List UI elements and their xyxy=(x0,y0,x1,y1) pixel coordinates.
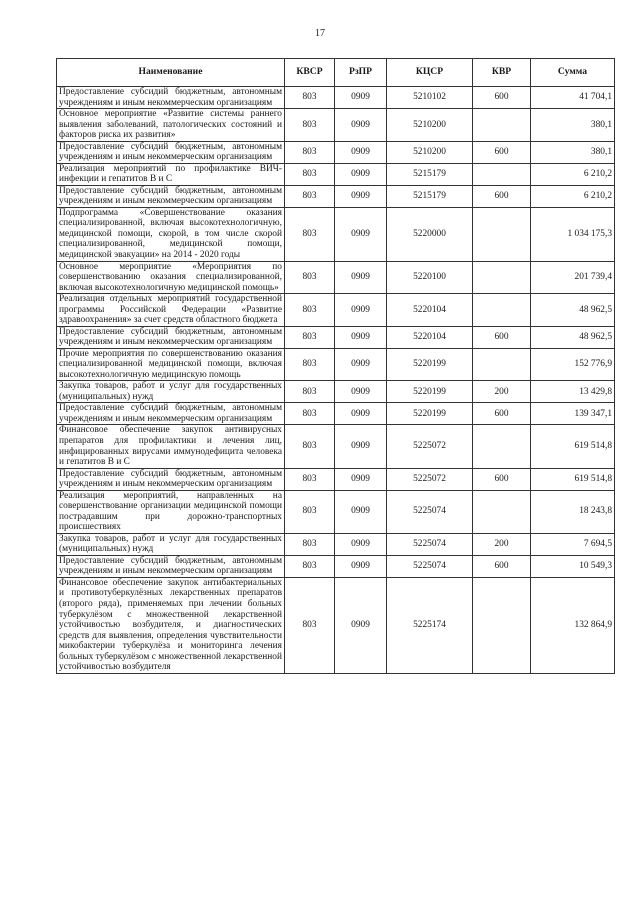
cell-kvsr: 803 xyxy=(285,468,335,490)
cell-kvr: 200 xyxy=(473,381,531,403)
cell-kcsr: 5220100 xyxy=(387,261,473,294)
cell-kcsr: 5220104 xyxy=(387,294,473,327)
cell-name: Предоставление субсидий бюджетным, автономным учреждениям и иным некоммерческим организациям xyxy=(57,87,285,109)
cell-kvr: 600 xyxy=(473,87,531,109)
cell-sum: 152 776,9 xyxy=(531,348,615,381)
cell-kvsr: 803 xyxy=(285,577,335,673)
cell-kcsr: 5210200 xyxy=(387,109,473,142)
cell-kvr xyxy=(473,490,531,533)
cell-kcsr: 5225174 xyxy=(387,577,473,673)
table-row xyxy=(57,468,615,490)
cell-kvr: 200 xyxy=(473,533,531,555)
cell-kvr xyxy=(473,425,531,468)
cell-name: Реализация мероприятий по профилактике ВИЧ-инфекции и гепатитов В и С xyxy=(57,163,285,185)
cell-rzpr: 0909 xyxy=(335,141,387,163)
cell-kvr xyxy=(473,261,531,294)
cell-sum: 619 514,8 xyxy=(531,425,615,468)
cell-kvsr: 803 xyxy=(285,490,335,533)
cell-kvsr: 803 xyxy=(285,261,335,294)
cell-sum: 6 210,2 xyxy=(531,185,615,207)
cell-name: Прочие мероприятия по совершенствованию оказания специализированной медицинской помощи, включая высокотехнологичную медицинскую помощь xyxy=(57,348,285,381)
cell-name: Предоставление субсидий бюджетным, автономным учреждениям и иным некоммерческим организациям xyxy=(57,185,285,207)
cell-kvsr: 803 xyxy=(285,403,335,425)
cell-kvr xyxy=(473,577,531,673)
cell-sum: 380,1 xyxy=(531,109,615,142)
cell-kvsr: 803 xyxy=(285,207,335,261)
cell-name: Предоставление субсидий бюджетным, автономным учреждениям и иным некоммерческим организациям xyxy=(57,141,285,163)
cell-sum: 619 514,8 xyxy=(531,468,615,490)
table-row xyxy=(57,555,615,577)
cell-kvsr: 803 xyxy=(285,348,335,381)
cell-sum: 6 210,2 xyxy=(531,163,615,185)
cell-sum: 13 429,8 xyxy=(531,381,615,403)
header-kvr: КВР xyxy=(473,59,531,87)
cell-kcsr: 5220104 xyxy=(387,326,473,348)
cell-kcsr: 5225072 xyxy=(387,425,473,468)
cell-sum: 201 739,4 xyxy=(531,261,615,294)
cell-name: Реализация отдельных мероприятий государственной программы Российской Федерации «Развитие здравоохранения» за счет средств областного бюджета xyxy=(57,294,285,327)
cell-sum: 48 962,5 xyxy=(531,294,615,327)
cell-kcsr: 5220000 xyxy=(387,207,473,261)
cell-rzpr: 0909 xyxy=(335,326,387,348)
cell-rzpr: 0909 xyxy=(335,381,387,403)
page-number: 17 xyxy=(315,28,325,39)
table-row xyxy=(57,577,615,673)
header-rzpr: РзПР xyxy=(335,59,387,87)
cell-name: Предоставление субсидий бюджетным, автономным учреждениям и иным некоммерческим организациям xyxy=(57,468,285,490)
cell-kvsr: 803 xyxy=(285,141,335,163)
cell-kvsr: 803 xyxy=(285,555,335,577)
cell-name: Предоставление субсидий бюджетным, автономным учреждениям и иным некоммерческим организациям xyxy=(57,326,285,348)
cell-kcsr: 5225074 xyxy=(387,555,473,577)
cell-kcsr: 5210102 xyxy=(387,87,473,109)
cell-kvsr: 803 xyxy=(285,185,335,207)
cell-kvsr: 803 xyxy=(285,294,335,327)
cell-rzpr: 0909 xyxy=(335,490,387,533)
cell-kcsr: 5225074 xyxy=(387,490,473,533)
table-row xyxy=(57,87,615,109)
cell-rzpr: 0909 xyxy=(335,555,387,577)
cell-kvr xyxy=(473,348,531,381)
cell-rzpr: 0909 xyxy=(335,294,387,327)
cell-name: Подпрограмма «Совершенствование оказания специализированной, включая высокотехнологичную, медицинской помощи, скорой, в том числе скорой специализированной, медицинской помощи, медицинской эвакуации» на 2014 - 2020 годы xyxy=(57,207,285,261)
table-row xyxy=(57,141,615,163)
cell-rzpr: 0909 xyxy=(335,163,387,185)
table-row xyxy=(57,403,615,425)
cell-sum: 380,1 xyxy=(531,141,615,163)
cell-kvr: 600 xyxy=(473,326,531,348)
cell-sum: 41 704,1 xyxy=(531,87,615,109)
cell-kcsr: 5210200 xyxy=(387,141,473,163)
cell-name: Финансовое обеспечение закупок антивирусных препаратов для профилактики и лечения лиц, инфицированных вирусами иммунодефицита человека и гепатитов В и С xyxy=(57,425,285,468)
cell-kcsr: 5220199 xyxy=(387,403,473,425)
cell-kvr xyxy=(473,163,531,185)
cell-sum: 132 864,9 xyxy=(531,577,615,673)
cell-sum: 7 694,5 xyxy=(531,533,615,555)
cell-rzpr: 0909 xyxy=(335,185,387,207)
cell-name: Предоставление субсидий бюджетным, автономным учреждениям и иным некоммерческим организациям xyxy=(57,403,285,425)
cell-rzpr: 0909 xyxy=(335,87,387,109)
cell-kvr: 600 xyxy=(473,468,531,490)
cell-sum: 139 347,1 xyxy=(531,403,615,425)
cell-kvsr: 803 xyxy=(285,381,335,403)
cell-kvr xyxy=(473,109,531,142)
cell-name: Основное мероприятие «Развитие системы раннего выявления заболеваний, патологических состояний и факторов риска их развития» xyxy=(57,109,285,142)
cell-kvr: 600 xyxy=(473,185,531,207)
table-row xyxy=(57,381,615,403)
cell-kvsr: 803 xyxy=(285,425,335,468)
cell-name: Закупка товаров, работ и услуг для государственных (муниципальных) нужд xyxy=(57,533,285,555)
cell-name: Предоставление субсидий бюджетным, автономным учреждениям и иным некоммерческим организациям xyxy=(57,555,285,577)
table-row xyxy=(57,207,615,261)
cell-rzpr: 0909 xyxy=(335,468,387,490)
cell-name: Закупка товаров, работ и услуг для государственных (муниципальных) нужд xyxy=(57,381,285,403)
cell-kcsr: 5220199 xyxy=(387,348,473,381)
table-row xyxy=(57,185,615,207)
budget-table xyxy=(56,58,615,674)
cell-kcsr: 5215179 xyxy=(387,185,473,207)
cell-rzpr: 0909 xyxy=(335,533,387,555)
cell-rzpr: 0909 xyxy=(335,425,387,468)
table-row xyxy=(57,294,615,327)
cell-name: Основное мероприятие «Мероприятия по совершенствованию оказания специализированной, включая высокотехнологичную медицинской помощь» xyxy=(57,261,285,294)
table-header-row xyxy=(57,59,615,87)
table-row xyxy=(57,326,615,348)
cell-rzpr: 0909 xyxy=(335,348,387,381)
cell-kvr: 600 xyxy=(473,555,531,577)
table-row xyxy=(57,348,615,381)
cell-kvsr: 803 xyxy=(285,326,335,348)
cell-kvsr: 803 xyxy=(285,163,335,185)
cell-rzpr: 0909 xyxy=(335,403,387,425)
table-row xyxy=(57,109,615,142)
cell-kvsr: 803 xyxy=(285,533,335,555)
table-row xyxy=(57,533,615,555)
table-row xyxy=(57,425,615,468)
cell-kvr: 600 xyxy=(473,403,531,425)
cell-kcsr: 5215179 xyxy=(387,163,473,185)
cell-kcsr: 5220199 xyxy=(387,381,473,403)
table-body xyxy=(57,87,615,674)
table-row xyxy=(57,490,615,533)
cell-rzpr: 0909 xyxy=(335,109,387,142)
cell-kvsr: 803 xyxy=(285,87,335,109)
header-name: Наименование xyxy=(57,59,285,87)
cell-rzpr: 0909 xyxy=(335,207,387,261)
cell-name: Финансовое обеспечение закупок антибактериальных и противотуберкулёзных лекарственных препаратов (второго ряда), применяемых при лечении больных туберкулёзом с множественной лекарственной устойчивостью возбудителя, и диагностических средств для выявления, определения чувствительности микобактерии туберкулёза и мониторинга лечения больных туберкулёзом с множественной лекарственной устойчивостью возбудителя xyxy=(57,577,285,673)
table-row xyxy=(57,261,615,294)
cell-sum: 48 962,5 xyxy=(531,326,615,348)
cell-sum: 1 034 175,3 xyxy=(531,207,615,261)
cell-kvsr: 803 xyxy=(285,109,335,142)
cell-sum: 10 549,3 xyxy=(531,555,615,577)
cell-rzpr: 0909 xyxy=(335,577,387,673)
header-kvsr: КВСР xyxy=(285,59,335,87)
header-kcsr: КЦСР xyxy=(387,59,473,87)
header-sum: Сумма xyxy=(531,59,615,87)
cell-kvr: 600 xyxy=(473,141,531,163)
cell-name: Реализация мероприятий, направленных на совершенствование организации медицинской помощи пострадавшим при дорожно-транспортных происшествиях xyxy=(57,490,285,533)
cell-kvr xyxy=(473,207,531,261)
cell-kvr xyxy=(473,294,531,327)
cell-kcsr: 5225074 xyxy=(387,533,473,555)
cell-rzpr: 0909 xyxy=(335,261,387,294)
table-row xyxy=(57,163,615,185)
cell-kcsr: 5225072 xyxy=(387,468,473,490)
cell-sum: 18 243,8 xyxy=(531,490,615,533)
